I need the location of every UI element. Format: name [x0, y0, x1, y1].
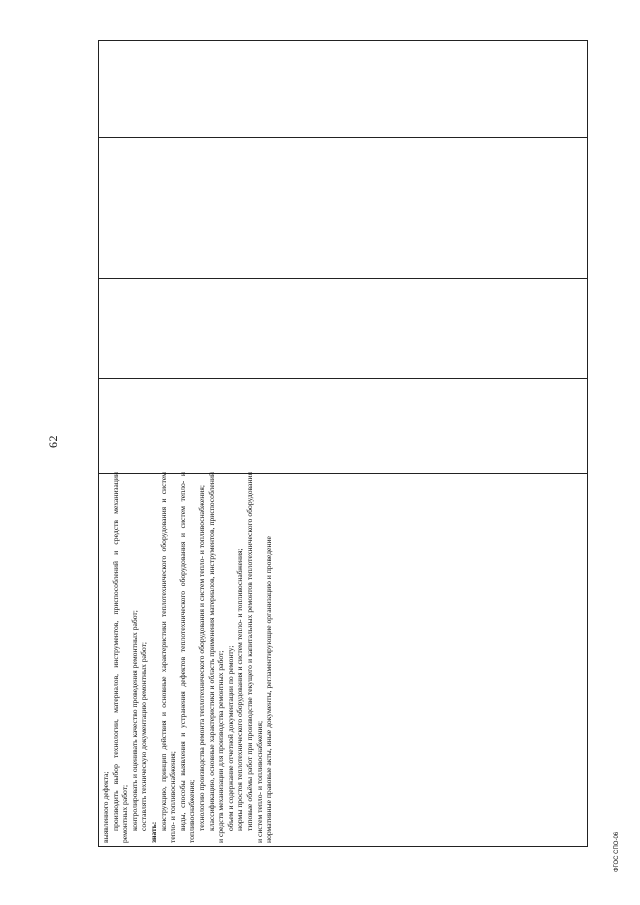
text-line: технологию производства ремонта теплотехнического оборудования и систем тепло- и топливоснабжения; [196, 485, 206, 831]
text-line: типовые объёмы работ при производстве текущего и капитальных ремонтов теплотехнического оборудования и систем тепло- и топливоснабжения; [244, 472, 264, 843]
table-row-divider [99, 137, 587, 138]
table-row-divider [99, 278, 587, 279]
text-line: объем и содержание отчетной документации по ремонту; [225, 645, 235, 831]
text-line: классификацию, основные характеристики и область применения материалов, инструментов, приспособлений и средств механизации для производства ремонтных работ; [206, 472, 226, 843]
text-line: нормы простоя теплотехнического оборудования и систем тепло- и топливоснабжения; [235, 548, 245, 831]
text-line: нормативные правовые акты, иные документы, регламентирующие организацию и проведение [264, 536, 274, 843]
section-heading: знать: [148, 821, 158, 843]
table-cell-text [101, 472, 274, 843]
text-line: конструкцию, принцип действия и основные характеристики теплотехнического оборудования и систем тепло- и топливоснабжения; [158, 472, 178, 843]
text-line: контролировать и оценивать качество проведения ремонтных работ; [129, 610, 139, 831]
text-line: выявленного дефекта; [101, 771, 110, 843]
table-row-divider [99, 378, 587, 379]
text-line: виды, способы выявления и устранения дефектов теплотехнического оборудования и систем тепло- и топливоснабжения; [177, 472, 197, 843]
text-line: производить выбор технологии, материалов, инструментов, приспособлений и средств механизации ремонтных работ; [110, 472, 130, 843]
text-line: составлять техническую документацию ремонтных работ; [139, 642, 149, 831]
page-number: 62 [46, 435, 60, 448]
footer-code: ФГОС СПО-06 [614, 831, 620, 872]
